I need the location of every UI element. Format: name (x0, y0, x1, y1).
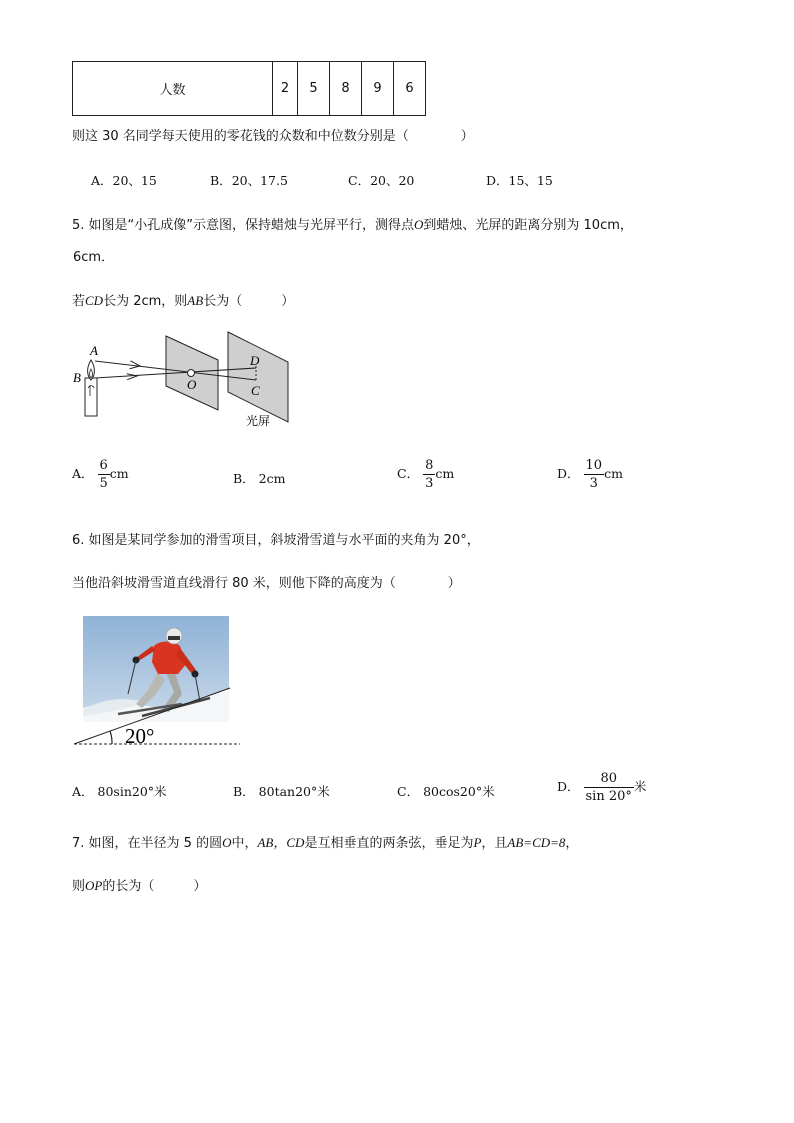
option-text: 20、15 (112, 173, 157, 188)
q7-text: 是互相垂直的两条弦，垂足为 (304, 836, 474, 851)
label-o: O (187, 377, 197, 392)
q5-stem-line1 (72, 214, 633, 233)
q5-text: 5. 如图是“小孔成像”示意图，保持蜡烛与光屏平行，测得点 (72, 218, 415, 233)
angle-arc (110, 731, 112, 744)
q6-option-c[interactable] (397, 782, 495, 800)
screen-label: 光屏 (246, 414, 271, 428)
option-letter: A． (72, 466, 94, 481)
table-cell: 8 (330, 62, 362, 116)
light-screen (228, 332, 288, 422)
q5-option-d[interactable] (557, 457, 623, 492)
q5-text: 到蜡烛、光屏的距离分别为 10cm， (423, 218, 633, 233)
q7-text: 则 (72, 879, 86, 894)
candle-body (85, 378, 97, 416)
q7-chords: AB，CD (257, 835, 305, 850)
option-letter: B． (233, 471, 255, 486)
option-letter: B． (233, 784, 255, 799)
numerator: 8 (425, 458, 434, 473)
numerator: 10 (585, 458, 603, 473)
q5-text: 长为（ ） (203, 294, 295, 309)
denominator: sin 20° (585, 789, 632, 804)
frequency-table (72, 61, 426, 116)
q7-stem-line1 (72, 832, 578, 851)
option-letter: C． (348, 173, 371, 188)
option-letter: A． (91, 173, 113, 188)
unit: cm (109, 466, 129, 481)
q5-text: 长为 2cm，则 (103, 294, 188, 309)
q6-option-a[interactable] (72, 782, 167, 800)
q5-option-c[interactable] (397, 457, 454, 492)
option-letter: D． (557, 779, 580, 794)
denominator: 5 (99, 476, 108, 491)
pinhole-diagram (70, 328, 310, 438)
option-text: 2cm (258, 471, 286, 486)
label-b: B (73, 370, 81, 385)
unit: 米 (633, 779, 647, 794)
table-row (73, 62, 426, 116)
q6-option-b[interactable] (233, 782, 330, 800)
q5-option-a[interactable] (72, 457, 129, 492)
q5-option-b[interactable] (233, 469, 285, 487)
label-d: D (250, 353, 260, 368)
q7-stem-line2 (72, 875, 206, 894)
q6-stem-line1: 6. 如图是某同学参加的滑雪项目，斜坡滑雪道与水平面的夹角为 20°， (72, 533, 480, 548)
pinhole-icon (188, 370, 195, 377)
option-letter: D． (486, 173, 509, 188)
q5-segment-ab: AB (187, 293, 204, 308)
q7-text: 7. 如图，在半径为 5 的圆 (72, 836, 223, 851)
q4-stem: 则这 30 名同学每天使用的零花钱的众数和中位数分别是（ ） (72, 129, 474, 144)
skier-goggles (168, 636, 180, 640)
q7-text: 中， (231, 836, 258, 851)
q7-equation: AB=CD=8 (507, 835, 566, 850)
label-c: C (251, 383, 260, 398)
option-text: 15、15 (508, 173, 553, 188)
ski-slope-figure (70, 612, 245, 752)
table-cell: 6 (394, 62, 426, 116)
denominator: 3 (584, 474, 605, 492)
fraction (584, 457, 605, 492)
table-cell: 5 (298, 62, 330, 116)
denominator: 3 (425, 476, 434, 491)
q7-foot-p: P (473, 835, 482, 850)
label-a: A (90, 343, 98, 358)
option-text: 80tan20°米 (258, 784, 330, 799)
numerator: 80 (600, 771, 617, 786)
option-letter: A． (72, 784, 94, 799)
angle-label: 20° (125, 724, 155, 748)
option-text: 20、20 (370, 173, 415, 188)
candle-flame (88, 360, 95, 380)
fraction (98, 457, 110, 492)
q7-text: 的长为（ ） (102, 879, 207, 894)
option-letter: B． (210, 173, 232, 188)
q7-circle-o: O (222, 835, 232, 850)
q5-text: 若 (72, 294, 86, 309)
q4-option-a[interactable] (91, 171, 157, 189)
q6-stem-line2: 当他沿斜坡滑雪道直线滑行 80 米，则他下降的高度为（ ） (72, 576, 461, 591)
q4-option-c[interactable] (348, 171, 414, 189)
option-letter: C． (397, 784, 420, 799)
q7-text: ，且 (481, 836, 508, 851)
q6-option-d[interactable] (557, 770, 646, 805)
unit: cm (604, 466, 623, 481)
unit: cm (435, 466, 455, 481)
option-letter: C． (397, 466, 420, 481)
q5-segment-cd: CD (85, 293, 104, 308)
table-row-label: 人数 (73, 62, 273, 116)
fraction (584, 770, 634, 805)
table-cell: 2 (273, 62, 298, 116)
q5-stem-line2: 6cm． (73, 250, 115, 265)
q5-stem-line3 (72, 290, 294, 309)
q7-text: ， (565, 836, 579, 851)
option-letter: D． (557, 466, 580, 481)
fraction (423, 457, 435, 492)
q5-point-o: O (414, 217, 424, 232)
option-text: 80sin20°米 (97, 784, 167, 799)
q7-segment-op: OP (85, 878, 103, 893)
q4-option-b[interactable] (210, 171, 288, 189)
option-text: 20、17.5 (231, 173, 288, 188)
q4-option-d[interactable] (486, 171, 553, 189)
table-cell: 9 (362, 62, 394, 116)
numerator: 6 (99, 458, 108, 473)
option-text: 80cos20°米 (423, 784, 495, 799)
